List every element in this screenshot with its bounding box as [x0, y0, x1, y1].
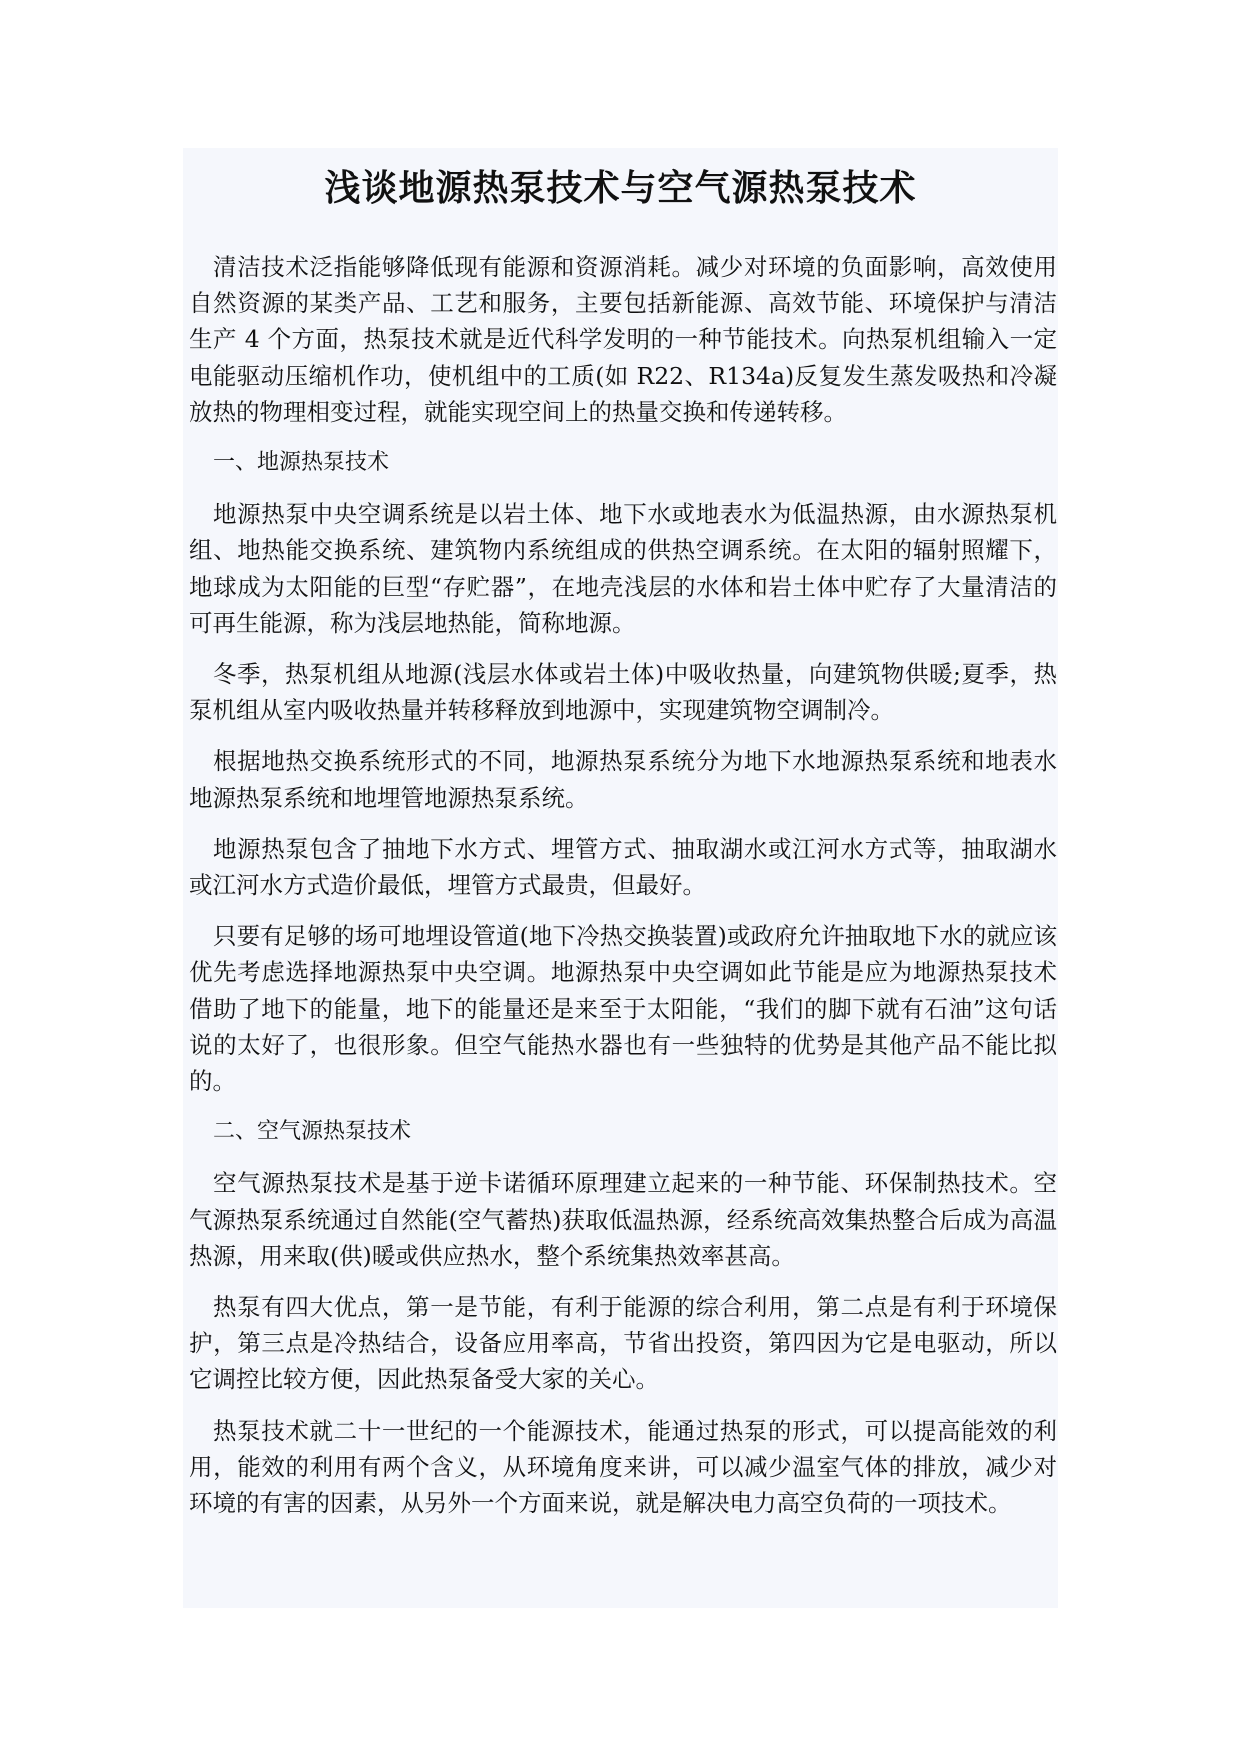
paragraph-recommendation: 只要有足够的场可地埋设管道(地下冷热交换装置)或政府允许抽取地下水的就应该优先考虑选择地源热泵中央空调。地源热泵中央空调如此节能是应为地源热泵技术借助了地下的能量，地下的能量还是来至于太阳能，“我们的脚下就有石油”这句话说的太好了，也很形象。但空气能热水器也有一些独特的优势是其他产品不能比拟的。 [189, 922, 1057, 1096]
paragraph-ground-source-system: 地源热泵中央空调系统是以岩土体、地下水或地表水为低温热源，由水源热泵机组、地热能交换系统、建筑物内系统组成的供热空调系统。在太阳的辐射照耀下，地球成为太阳能的巨型“存贮器”，在地壳浅层的水体和岩土体中贮存了大量清洁的可再生能源，称为浅层地热能，简称地源。 [189, 500, 1057, 637]
paragraph-system-types: 根据地热交换系统形式的不同，地源热泵系统分为地下水地源热泵系统和地表水地源热泵系统和地埋管地源热泵系统。 [189, 747, 1057, 812]
document-page [183, 148, 1058, 1608]
paragraph-methods: 地源热泵包含了抽地下水方式、埋管方式、抽取湖水或江河水方式等，抽取湖水或江河水方式造价最低，埋管方式最贵，但最好。 [189, 834, 1057, 900]
paragraph-intro: 清洁技术泛指能够降低现有能源和资源消耗。减少对环境的负面影响，高效使用自然资源的某类产品、工艺和服务，主要包括新能源、高效节能、环境保护与清洁生产 4 个方面，热泵技术就是近代科学发明的一种节能技术。向热泵机组输入一定电能驱动压缩机作功，使机组中的工质(如 R22、R134a)反复发生蒸发吸热和冷凝放热的物理相变过程，就能实现空间上的热量交换和传递转移。 [189, 253, 1057, 426]
paragraph-seasons: 冬季，热泵机组从地源(浅层水体或岩土体)中吸收热量，向建筑物供暖;夏季，热泵机组从室内吸收热量并转移释放到地源中，实现建筑物空调制冷。 [189, 660, 1057, 725]
section-heading-ground-source: 一、地源热泵技术 [213, 450, 390, 476]
section-heading-air-source: 二、空气源热泵技术 [213, 1119, 412, 1145]
document-body [189, 249, 1057, 1536]
paragraph-air-source-principle: 空气源热泵技术是基于逆卡诺循环原理建立起来的一种节能、环保制热技术。空气源热泵系统通过自然能(空气蓄热)获取低温热源，经系统高效集热整合后成为高温热源，用来取(供)暖或供应热水，整个系统集热效率甚高。 [189, 1169, 1057, 1270]
document-title: 浅谈地源热泵技术与空气源热泵技术 [324, 167, 917, 209]
paragraph-advantages: 热泵有四大优点，第一是节能，有利于能源的综合利用，第二点是有利于环境保护，第三点是冷热结合，设备应用率高，节省出投资，第四因为它是电驱动，所以它调控比较方便，因此热泵备受大家的关心。 [189, 1293, 1057, 1394]
paragraph-conclusion: 热泵技术就二十一世纪的一个能源技术，能通过热泵的形式，可以提高能效的利用，能效的利用有两个含义，从环境角度来讲，可以减少温室气体的排放，减少对环境的有害的因素，从另外一个方面来说，就是解决电力高空负荷的一项技术。 [189, 1416, 1057, 1518]
